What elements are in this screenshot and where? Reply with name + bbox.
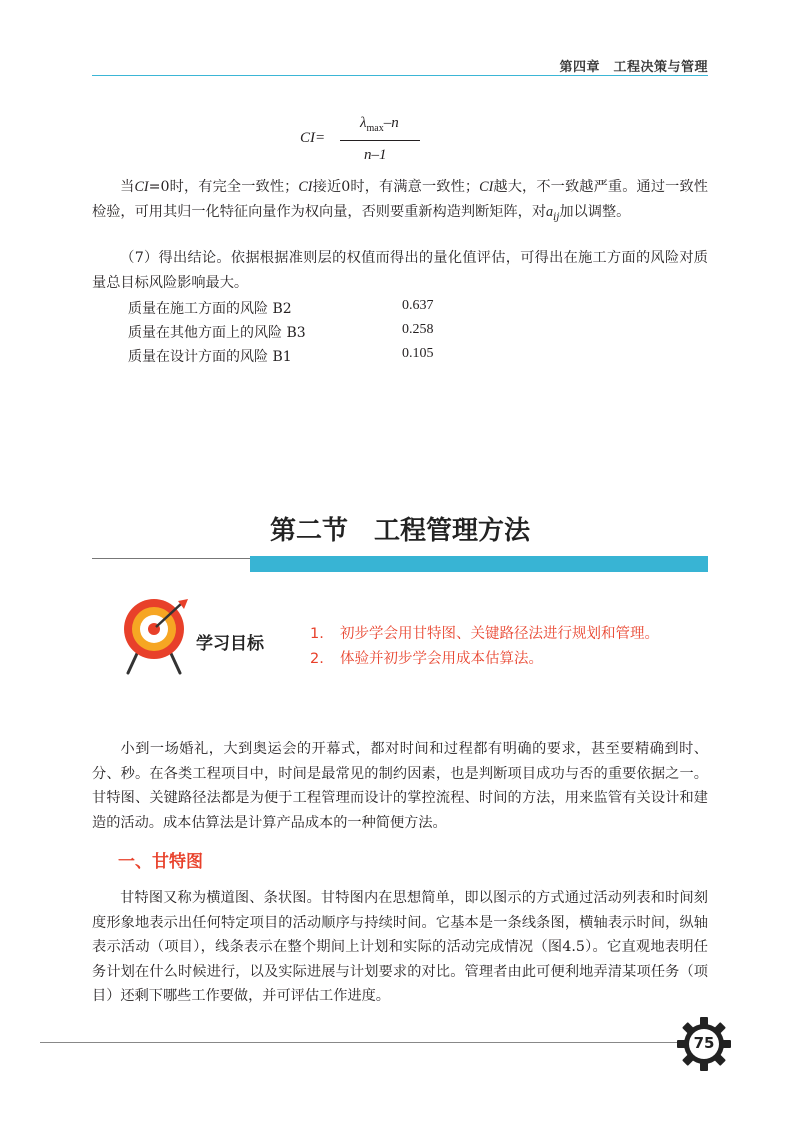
ci-symbol: CI: [479, 179, 494, 195]
formula-numerator: [360, 115, 399, 134]
formula-lhs: CI=: [300, 130, 326, 146]
gantt-heading: 一、甘特图: [118, 852, 203, 872]
gantt-text: 甘特图又称为横道图、条状图。甘特图内在思想简单，即以图示的方式通过活动列表和时间刻度形象地表示出任何特定项目的活动顺序与持续时间。它基本是一条线条图，横轴表示时间，纵轴表示活动（项目），线条表示在整个期间上计划和实际的活动完成情况（图4.5）。它直观地表明任务计划在什么时候进行，以及实际进展与计划要求的对比。管理者由此可便利地弄清某项任务（项目）还剩下哪些工作要做，并可评估工作进度。: [92, 890, 708, 1004]
max-subscript: max: [366, 123, 384, 134]
ci-text-2: =0时，有完全一致性；: [148, 179, 299, 195]
ci-formula: [300, 115, 430, 165]
risk-value: 0.105: [402, 346, 434, 361]
objective-number: 1.: [310, 626, 324, 642]
target-icon: [118, 597, 190, 675]
ci-text-4: 越大，不一致越严重。通过一致性检验，可用其归一化特征向量作为权向量，否则要重新构造判断矩阵，对: [92, 179, 708, 220]
aij-symbol: a: [546, 203, 554, 220]
objective-number: 2.: [310, 651, 324, 667]
header-rule: [92, 75, 708, 76]
lambda-symbol: λ: [360, 115, 367, 131]
risk-label: 质量在施工方面的风险 B2: [128, 301, 292, 317]
objective-text: 初步学会用甘特图、关键路径法进行规划和管理。: [340, 626, 659, 642]
conclusion-text: （7）得出结论。依据根据准则层的权值而得出的量化值评估，可得出在施工方面的风险对质量总目标风险影响最大。: [92, 250, 708, 291]
ci-symbol: CI: [134, 179, 149, 195]
objective-text: 体验并初步学会用成本估算法。: [340, 651, 543, 667]
objective-item: [310, 622, 659, 643]
risk-label: 质量在其他方面上的风险 B3: [128, 325, 306, 341]
gantt-paragraph: [92, 886, 708, 1009]
footer-rule: [40, 1042, 700, 1043]
risk-value: 0.258: [402, 322, 434, 337]
page-number: 75: [693, 1034, 715, 1052]
objective-item: [310, 647, 543, 668]
formula-denominator: n–1: [364, 147, 387, 163]
ci-text-3: 接近0时，有满意一致性；: [312, 179, 480, 195]
objectives-label: 学习目标: [196, 634, 264, 654]
section-rule: [92, 558, 250, 559]
intro-text: 小到一场婚礼，大到奥运会的开幕式，都对时间和过程都有明确的要求，甚至要精确到时、分、秒。在各类工程项目中，时间是最常见的制约因素，也是判断项目成功与否的重要依据之一。甘特图、关键路径法都是为便于工程管理而设计的掌控流程、时间的方法，用来监管有关设计和建造的活动。成本估算法是计算产品成本的一种简便方法。: [92, 741, 708, 831]
section-title: 第二节 工程管理方法: [269, 516, 530, 546]
running-header: 第四章 工程决策与管理: [559, 60, 708, 75]
fraction-bar: [340, 140, 420, 141]
ci-paragraph: [92, 175, 708, 230]
risk-label: 质量在设计方面的风险 B1: [128, 349, 292, 365]
conclusion-paragraph: [92, 246, 708, 295]
risk-value: 0.637: [402, 298, 434, 313]
ci-text-1: 当: [120, 179, 135, 195]
intro-paragraph: [92, 737, 708, 835]
numerator-rest: –n: [383, 115, 399, 131]
ci-symbol: CI: [298, 179, 313, 195]
section-accent-bar: [250, 556, 708, 572]
aij-subscript: ij: [553, 211, 560, 223]
ci-text-5: 加以调整。: [559, 203, 631, 220]
